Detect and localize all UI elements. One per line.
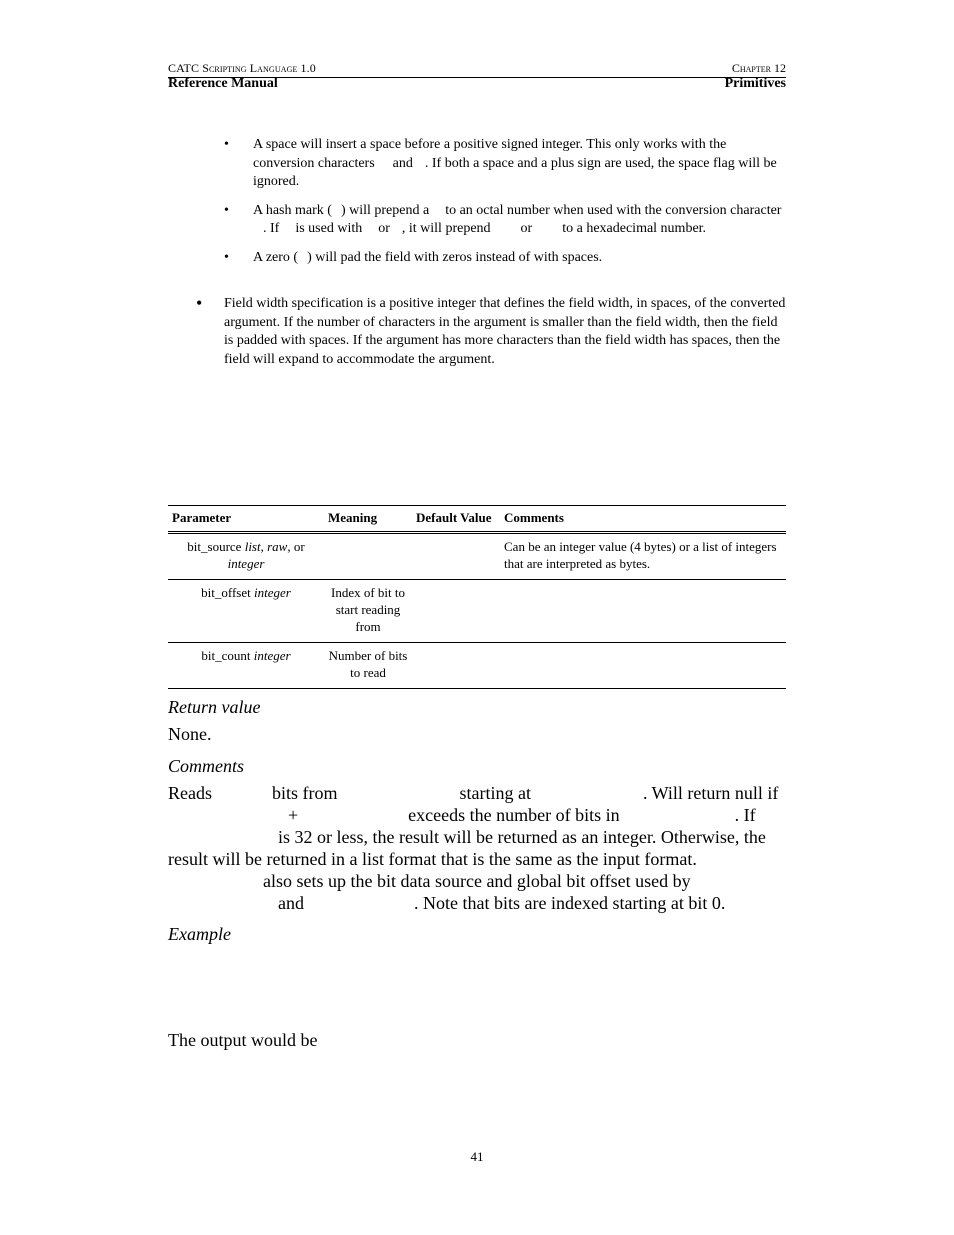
return-value-heading: Return value	[168, 697, 261, 717]
param-cell: bit_source list, raw, or integer	[168, 533, 324, 580]
list-item-text: ) will prepend a	[340, 202, 430, 218]
list-item	[224, 136, 784, 192]
list-item	[224, 249, 784, 268]
bullet-icon: •	[224, 249, 229, 265]
list-item-text: or	[520, 221, 533, 236]
list-item-text: or	[378, 221, 390, 236]
comments-text: Reads bits from starting at . Will return null if+ exceeds the number of bits in . Ifis 32 or less, the result will be returned as an integer. Otherwise, the result will be returned in a list format that is the same as the input format.also sets up the bit data source and global bit offset used byand . Note that bits are indexed starting at bit 0.	[168, 783, 779, 913]
param-cell: bit_offset integer	[168, 580, 324, 643]
meaning-cell: Index of bit to start reading from	[324, 580, 412, 643]
comments-cell	[500, 580, 786, 643]
list-item-text: is used with	[295, 221, 363, 236]
table-row	[168, 580, 786, 643]
meaning-cell: Number of bits to read	[324, 643, 412, 689]
running-header-chapter: Chapter 12	[731, 61, 786, 75]
example-output-text: The output would be	[168, 1030, 318, 1050]
comments-heading: Comments	[168, 756, 244, 776]
list-item-text: A space will insert a space before a positive signed integer. This only works with the conversion characters	[253, 137, 727, 171]
list-item-text: , it will prepend	[401, 221, 491, 236]
param-cell: bit_count integer	[168, 643, 324, 689]
column-header-comments: Comments	[500, 506, 786, 533]
list-item-text: and	[392, 155, 413, 171]
bullet-icon: •	[196, 293, 203, 313]
meaning-cell	[324, 533, 412, 580]
list-item	[224, 202, 784, 239]
list-item-text: ) will pad the field with zeros instead of with spaces.	[307, 249, 603, 265]
return-value-text: None.	[168, 724, 212, 744]
comments-cell: Can be an integer value (4 bytes) or a list of integers that are interpreted as bytes.	[500, 533, 786, 580]
bullet-icon: •	[224, 137, 229, 152]
comments-cell	[500, 643, 786, 689]
list-item-text: to a hexadecimal number.	[562, 221, 707, 236]
list-item-text: . If both a space and a plus sign are used, the space flag will be ignored.	[253, 155, 777, 189]
default-cell	[412, 580, 500, 643]
column-header-parameter: Parameter	[168, 506, 324, 533]
table-row	[168, 533, 786, 580]
parameter-table	[168, 505, 786, 689]
table-header-row	[168, 506, 786, 533]
bullet-icon: •	[224, 202, 229, 218]
list-item-text: . If	[263, 221, 280, 236]
default-cell	[412, 643, 500, 689]
list-item-text: A zero (	[253, 249, 299, 265]
column-header-default: Default Value	[412, 506, 500, 533]
column-header-meaning: Meaning	[324, 506, 412, 533]
default-cell	[412, 533, 500, 580]
example-heading: Example	[168, 924, 231, 944]
running-header-manual: Reference Manual	[168, 76, 278, 91]
flag-bullet-list	[224, 136, 784, 277]
list-item-text: A hash mark (	[253, 202, 332, 218]
field-width-bullet	[196, 295, 786, 369]
table-row	[168, 643, 786, 689]
running-header-title: CATC Scripting Language 1.0	[168, 61, 316, 75]
page-number: 41	[470, 1149, 484, 1164]
list-item-text: to an octal number when used with the conversion character	[445, 202, 782, 218]
field-width-text: Field width specification is a positive integer that defines the field width, in spaces, of the converted argument. If the number of characters in the argument is smaller than the field width, then the field is padded with spaces. If the argument has more characters than the field width has spaces, then the field will expand to accommodate the argument.	[224, 296, 786, 367]
running-header-section: Primitives	[724, 76, 786, 91]
